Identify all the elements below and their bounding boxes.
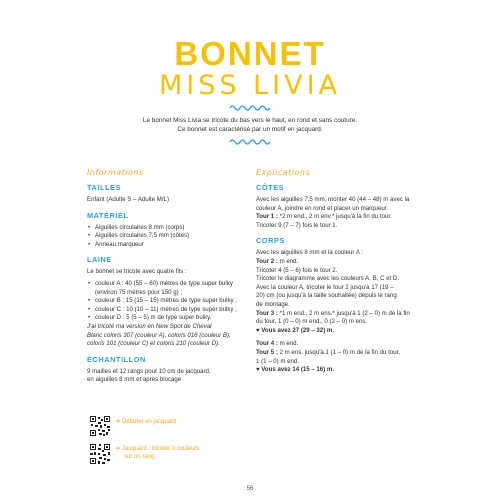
echantillon-text: en aiguilles 8 mm et après blocage: [87, 376, 182, 384]
text-line: du tour, 1 (0 – 0) m end., 0 (2 – 0) m ens.: [256, 318, 368, 326]
laine-list: [87, 280, 247, 323]
link-debuter-jacquard[interactable]: [115, 418, 176, 426]
corps-heading: CORPS: [256, 236, 285, 246]
explications-column: [256, 167, 426, 375]
list-item: • couleur D : 5 (5 – 5) m de type super bulky.: [87, 314, 247, 323]
tour-text: m end.: [277, 340, 299, 348]
link-jacquard-3-couleurs[interactable]: [115, 445, 199, 461]
informations-heading: Informations: [87, 168, 144, 177]
tour-text: m end.: [277, 257, 299, 265]
instruction-line: [256, 349, 426, 358]
echantillon-heading: ÉCHANTILLON: [87, 354, 146, 364]
cotes-heading: CÔTES: [256, 183, 285, 192]
tour-label: Tour 2 :: [256, 257, 278, 265]
qr-code-icon[interactable]: [89, 415, 111, 437]
note-line: J'ai tricoté ma version en New Spot de Cheval: [87, 322, 212, 330]
text-line: 20) cm (ou jusqu'à la taille souhaitée) depuis le rang: [256, 292, 397, 300]
laine-note: [87, 323, 247, 349]
page-subtitle: MISS LIVIA: [158, 70, 342, 101]
instruction-line: [256, 258, 426, 267]
page-title: BONNET: [174, 35, 326, 72]
wave-divider-icon: [228, 137, 272, 147]
instruction-line: [256, 213, 426, 222]
stitch-count: ♥ Vous avez 27 (29 – 32) m.: [256, 326, 335, 334]
text-line: Avec les aiguilles 7,5 mm, monter 40 (44 – 48) m avec la: [256, 196, 410, 203]
arrow-right-icon: ➔: [115, 446, 121, 452]
qr-code-icon[interactable]: [89, 443, 111, 465]
text-line: de montage.: [256, 300, 290, 308]
list-item: • Aiguilles circulaires 7,5 mm (côtes): [87, 232, 247, 241]
tour-text: 2 m ens. jusqu'à 1 (1 – 0) m de la fin du tour,: [277, 348, 400, 356]
list-item: • couleur B : 15 (15 – 15) mètres de type super bulky ;: [87, 297, 247, 306]
list-item: • couleur C : 10 (10 – 11) mètres de type super bulky ;: [87, 306, 247, 315]
laine-heading: LAINE: [87, 255, 112, 265]
tour-label: Tour 3 :: [256, 309, 278, 317]
page-number: 56: [246, 486, 254, 492]
list-item: • Aiguilles circulaires 8 mm (corps): [87, 224, 247, 233]
text-line: Tricoter 4 (5 – 6) fois le tour 2.: [256, 266, 338, 274]
text-line: Avec les aiguilles 8 mm et la couleur A :: [256, 249, 363, 257]
tailles-text: Enfant (Adulte S – Adulte M/L): [87, 196, 169, 203]
text-line: couleur A, joindre en rond et placer un marqueur.: [256, 204, 389, 212]
list-item-text: (environ 75 mètres pour 150 g) ;: [95, 288, 183, 296]
link-label: Débuter en jacquard: [122, 419, 177, 425]
stitch-count: ♥ Vous avez 14 (15 – 16) m.: [256, 366, 335, 374]
arrow-right-icon: ➔: [115, 419, 121, 425]
text-line: Tricoter le diagramme avec les couleurs A, B, C et D.: [256, 275, 400, 283]
informations-column: [87, 167, 247, 385]
instruction-line: [256, 310, 426, 319]
tour-text: *2 m end., 2 m env.* jusqu'à la fin du tour.: [277, 213, 392, 221]
materiel-list: [87, 224, 247, 250]
text-line: 1 (1 – 0) m end.: [256, 357, 300, 365]
text-line: Tricoter 9 (7 – 7) fois le tour 1.: [256, 221, 338, 229]
text-line: Avec la couleur A, tricoter le tour 2 jusqu'à 17 (19 –: [256, 283, 394, 291]
explications-heading: Explications: [256, 168, 311, 177]
instruction-line: [256, 340, 426, 349]
intro-line: Ce bonnet est caractérisé par un motif en jacquard.: [177, 126, 323, 133]
materiel-heading: MATÉRIEL: [87, 210, 129, 220]
tour-text: *1 m end., 2 m ens.* jusqu'à 1 (2 – 0) m de la fin: [277, 309, 410, 317]
echantillon-text: 9 mailles et 12 rangs pour 10 cm de jacquard,: [87, 367, 211, 375]
intro-text: [120, 116, 380, 134]
intro-line: Le bonnet Miss Livia se tricote du bas vers le haut, en rond et sans couture.: [142, 117, 358, 124]
laine-intro: Le bonnet se tricote avec quatre fils :: [87, 268, 187, 276]
note-line: Blanc coloris 307 (couleur A), coloris 016 (couleur B),: [87, 331, 231, 339]
list-item-text: couleur A : 40 (55 – 60) mètres de type super bulky: [95, 279, 233, 287]
tour-label: Tour 5 :: [256, 348, 278, 356]
list-item: [87, 280, 247, 297]
tour-label: Tour 1 :: [256, 213, 278, 221]
list-item: • Anneau marqueur: [87, 241, 247, 250]
link-label: Jacquard : tricoter 3 couleurs: [122, 446, 200, 452]
tailles-heading: TAILLES: [87, 183, 122, 192]
wave-divider-icon: [228, 103, 272, 113]
tour-label: Tour 4 :: [256, 340, 278, 348]
link-label: sur un rang: [124, 454, 155, 460]
note-line: coloris 101 (couleur C) et coloris 210 (couleur D).: [87, 340, 220, 348]
